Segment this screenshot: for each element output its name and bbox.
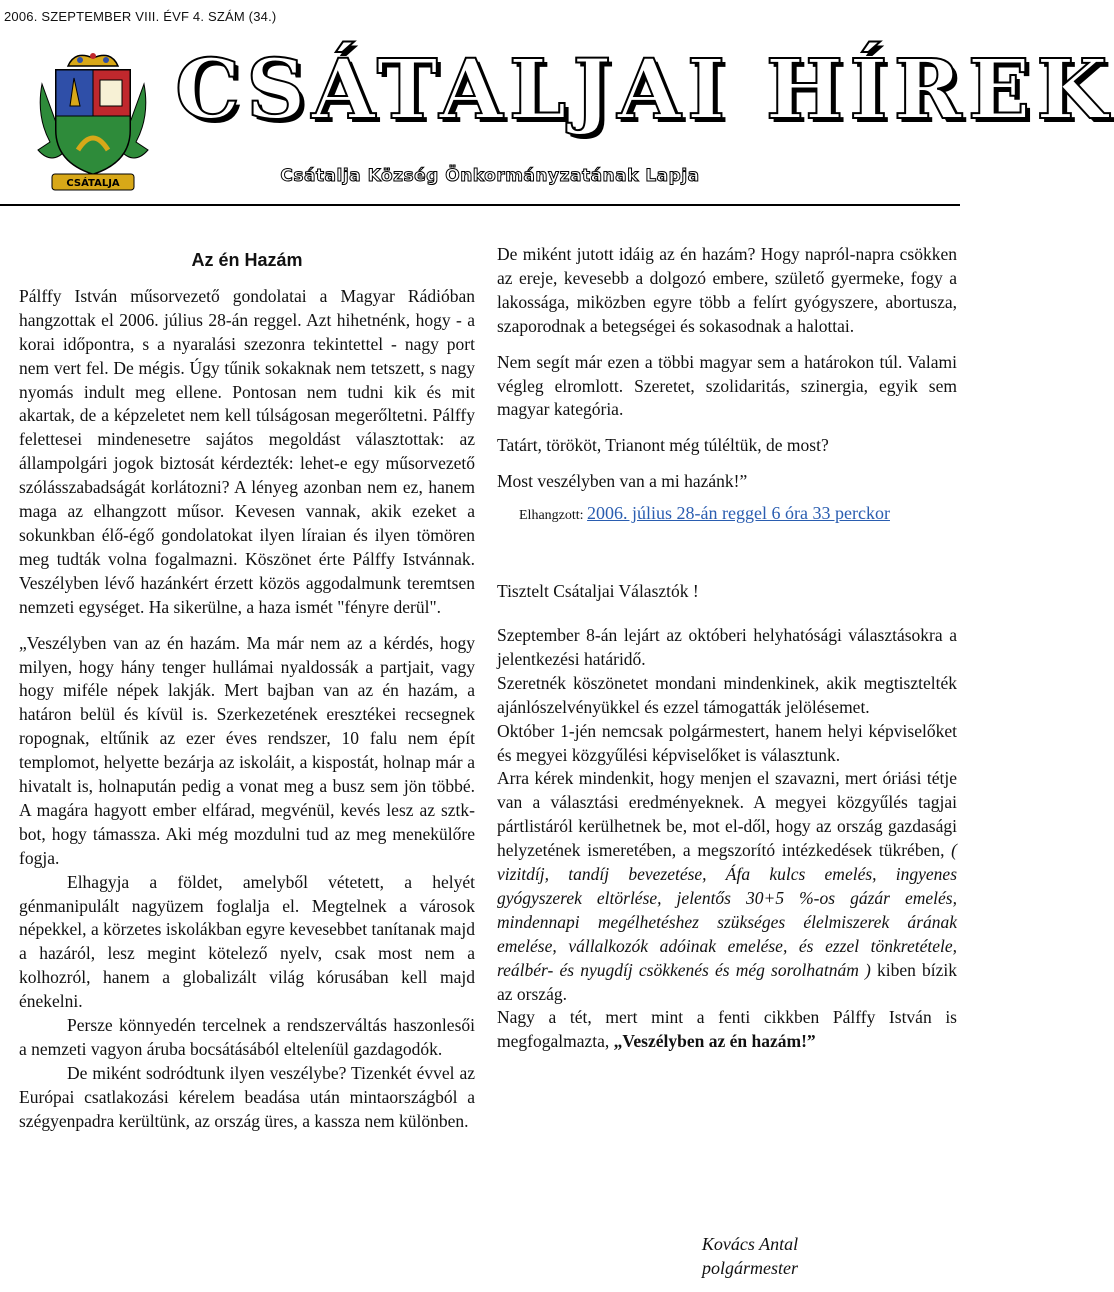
coat-of-arms-icon bbox=[30, 46, 156, 196]
issue-line: 2006. SZEPTEMBER VIII. ÉVF 4. SZÁM (34.) bbox=[4, 9, 277, 24]
credit-label: Elhangzott: bbox=[519, 508, 584, 524]
signature bbox=[660, 1232, 840, 1280]
left-column bbox=[19, 249, 475, 1134]
quote-paragraph-6: Nem segít már ezen a többi magyar sem a határokon túl. Valami végleg elromlott. Szeretet, szolidaritás, szinergia, egyik sem magyar kategória. bbox=[497, 351, 957, 420]
signature-name: Kovács Antal bbox=[701, 1234, 799, 1254]
crest-label: CSÁTALJA bbox=[66, 178, 120, 189]
quote-paragraph-3: Persze könnyedén tercelnek a rendszerváltás haszonlesői a nemzeti vagyon áruba bocsátásából elteleníül gazdagodók. bbox=[19, 1015, 475, 1059]
intro-paragraph: Pálffy István műsorvezető gondolatai a Magyar Rádióban hangzottak el 2006. július 28-án reggel. Azt hihetnénk, hogy - a korai időpontra, s a nyaralási szezonra tekintettel - nagy port nem vert fel. De mégis. Úgy tűnik sokaknak nem tetszett, s nagy nyomás indult meg ellene. Pontosan nem tudni kik és mit akartak, de a képzeletet nem kell túlságosan megerőltetni. Pálffy felettesei mindenesetre sajátos megoldást választottak: az állampolgári jogok biztosát kérdezték: lehet-e egy műsorvezető szólásszabadságát korlátozni? A lényeg azonban nem ez, hanem maga az elhangzott műsor. Kevesen vannak, akik ezeket a sokunkban élő-égő gondolatokat ilyen líraian és ilyen tömören meg tudták volna fogalmazni. Köszönet érte Pálffy Istvánnak. Veszélyben lévő hazánkért érzett közös aggodalmunk teremtsen nemzeti egységet. Ha sikerülne, a haza ismét "fényre derül". bbox=[19, 285, 475, 617]
letter-italic-list: ( vizitdíj, tandíj bevezetése, Áfa kulcs emelés, ingyenes gyógyszerek eltörlése, jelentős 30+5 %-os gázár emelés, mindennapi megélhetéshez szükséges élelmiszerek árának emelése, vállalkozók adóinak emelése, és ezzel tönkretétele, reálbér- és nyugdíj csökkenés és még sorolhatnám ) bbox=[497, 840, 957, 980]
credit-date: 2006. július 28-án reggel 6 óra 33 perckor bbox=[587, 503, 890, 524]
header-divider bbox=[0, 204, 960, 206]
letter-paragraph-3: Október 1-jén nemcsak polgármestert, hanem helyi képviselőket és megyei közgyűlési képviselőket is választunk. bbox=[497, 720, 957, 765]
quote-paragraph: „Veszélyben van az én hazám. Ma már nem az a kérdés, hogy milyen, hogy hány tenger hullámai nyaldossák a partjait, vagy hogy miféle népek lakják. Mert bajban van az én hazám, a határon belül és kívül is. Szerkezetének eresztékei recsegnek ropognak, eltűnik az ezer éves rendszer, 10 falu nem épít templomot, helyette bezárja az iskoláit, a kispostát, holnap már a hivatalt is, holnapután pedig a vonat meg a busz sem jön többé. A magára hagyott ember elfárad, megvénül, kevés lesz az sztk-bot, hogy támassza. Aki még mozdulni tud az meg menekülőre fogja. bbox=[19, 632, 475, 868]
letter-paragraph-4 bbox=[497, 767, 957, 1006]
right-column bbox=[497, 243, 957, 1054]
quote-paragraph-2: Elhagyja a földet, amelyből vétetett, a helyét génmanipulált nagyüzem foglalja el. Megtelnek a városok népekkel, a körzetes iskolákban egyre kevesebbet tanítanak majd a hazáról, lesz megint kötelező nyelv, csak most nem a kolhozról, hanem a globalizált világ kórusában kell majd énekelni. bbox=[19, 871, 475, 1012]
letter-paragraph-5 bbox=[497, 1006, 957, 1054]
letter-bold-quote: „Veszélyben az én hazám!” bbox=[613, 1031, 816, 1052]
letter-paragraph-1: Szeptember 8-án lejárt az októberi helyhatósági választásokra a jelentkezési határidő. bbox=[497, 624, 957, 669]
article-heading: Az én Hazám bbox=[191, 250, 303, 270]
quote-paragraph-5: De miként jutott idáig az én hazám? Hogy napról-napra csökken az ereje, kevesebb a dolgozó embere, születő gyermeke, fogy a lakossága, miközben egyre több a felírt gyógyszere, abortusza, szaporodnak a betegségei és sokasodnak a halottai. bbox=[497, 244, 957, 336]
letter-text-a: Arra kérek mindenkit, hogy menjen el szavazni, mert óriási tétje van a választási eredményeknek. A megyei közgyűlés tagjai pártlistáról kerülhetnek be, mot el-dől, hogy az ország gazdasági helyzetének ismeretében, a megszorító intézkedések tükrében, bbox=[497, 768, 957, 861]
letter-paragraph-2: Szeretnék köszönetet mondani mindenkinek, akik megtisztelték ajánlószelvényükkel és ezzel támogatták jelölésemet. bbox=[497, 672, 957, 717]
masthead-title: CSÁTALJAI HÍREK bbox=[175, 42, 1114, 138]
quote-paragraph-8: Most veszélyben van a mi hazánk!” bbox=[497, 471, 748, 492]
letter-text-d: Nagy a tét, mert mint a fenti cikkben Pálffy István is megfogalmazta, bbox=[497, 1007, 957, 1052]
signature-role: polgármester bbox=[702, 1258, 798, 1278]
letter-text-c: kiben bízik az ország. bbox=[497, 959, 958, 1004]
broadcast-credit bbox=[519, 502, 957, 528]
greeting: Tisztelt Csátaljai Választók ! bbox=[497, 581, 699, 602]
masthead-subtitle: Csátalja Község Önkormányzatának Lapja bbox=[280, 166, 700, 186]
quote-paragraph-7: Tatárt, törököt, Trianont még túléltük, de most? bbox=[497, 435, 829, 456]
quote-paragraph-4: De miként sodródtunk ilyen veszélybe? Tizenkét évvel az Európai csatlakozási kérelem beadása után mintaországból a szégyenpadra kerültünk, az ország üres, a kassza nem különben. bbox=[19, 1062, 475, 1131]
